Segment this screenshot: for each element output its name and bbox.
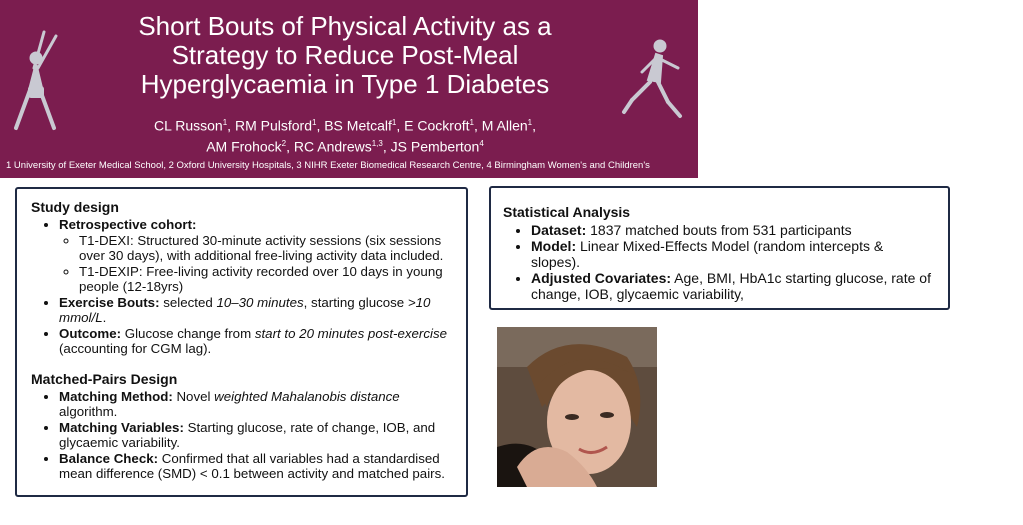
outcome-text: (accounting for CGM lag). (59, 341, 212, 356)
author-affiliation: 1 (311, 118, 317, 127)
list-item (59, 420, 454, 451)
covariates-label: Adjusted Covariates: (531, 270, 672, 286)
list-item (531, 222, 936, 238)
matched-pairs-heading: Matched-Pairs Design (31, 370, 178, 387)
author-affiliation: 1 (527, 118, 533, 127)
affiliations: 1 University of Exeter Medical School, 2 Oxford University Hospitals, 3 NIHR Exeter Biomedical Research Centre, 4 Birmingham Women's and Children's (6, 160, 650, 171)
statistical-analysis-list (503, 222, 936, 302)
study-design-list (31, 217, 454, 357)
outcome-text: Glucose change from (121, 325, 255, 341)
author-list (95, 114, 595, 155)
list-item (531, 270, 936, 302)
author-line-2: AM Frohock$^2$, RC Andrews$^{1,3}$, JS Pemberton$^4$ (206, 138, 484, 155)
author-affiliation: 4 (479, 138, 484, 148)
author-affiliation: 1 (391, 118, 397, 127)
cohort-item: ◦ T1-DEXIP: Free-living activity recorded over 10 days in young people (12-18yrs) (79, 264, 454, 295)
author: RM Pulsford (234, 117, 312, 134)
covariates-text: Age, BMI, HbA1c starting glucose, rate of change, IOB, glycaemic variability, (531, 270, 931, 302)
author: M Allen (481, 117, 528, 134)
study-design-panel (15, 187, 468, 497)
method-text: Novel (172, 388, 215, 404)
model-label: Model: (531, 238, 577, 254)
author: JS Pemberton (390, 138, 480, 155)
list-item (59, 295, 454, 326)
exercise-text: , starting glucose (303, 294, 408, 310)
stretching-figure-icon (6, 28, 62, 133)
author: E Cockroft (404, 117, 470, 134)
author: RC Andrews (293, 138, 372, 155)
study-design-heading: Study design (31, 199, 119, 215)
presenter-photo (497, 327, 657, 487)
running-figure-icon (618, 38, 684, 122)
cohort-list (59, 233, 454, 295)
model-text: Linear Mixed-Effects Model (random intercepts & slopes). (531, 238, 884, 270)
presenter-portrait-image (497, 327, 657, 487)
author: AM Frohock (206, 138, 282, 155)
exercise-glucose: >10 mmol/L (59, 294, 431, 325)
exercise-text: . (102, 310, 107, 325)
exercise-duration: 10–30 minutes (216, 294, 304, 310)
variables-label: Matching Variables: (59, 419, 184, 435)
list-item (59, 217, 454, 295)
outcome-window: start to 20 minutes post-exercise (254, 325, 447, 341)
cohort-item: ◦ T1-DEXI: Structured 30-minute activity sessions (six sessions over 30 days), with additional free-living activity data included. (79, 233, 454, 264)
matched-pairs-list (31, 389, 454, 482)
exercise-label: Exercise Bouts: (59, 294, 160, 310)
cohort-label: Retrospective cohort: (59, 217, 197, 232)
list-item (531, 238, 936, 270)
statistical-analysis-heading: Statistical Analysis (503, 204, 631, 220)
balance-label: Balance Check: (59, 450, 159, 466)
list-item (59, 389, 454, 420)
method-name: weighted Mahalanobis distance (214, 388, 400, 404)
author: CL Russon (153, 117, 223, 134)
method-label: Matching Method: (59, 388, 173, 404)
statistical-analysis-panel (489, 186, 950, 310)
variables-text: Starting glucose, rate of change, IOB, and glycaemic variability. (59, 419, 436, 450)
spacer (31, 357, 454, 371)
author-affiliation: 1 (222, 118, 228, 127)
list-item (59, 451, 454, 482)
author-affiliation: 1,3 (371, 138, 383, 148)
exercise-text: selected (159, 294, 217, 310)
dataset-label: Dataset: (531, 222, 587, 238)
author: BS Metcalf (324, 117, 392, 134)
author-affiliation: 1 (469, 118, 474, 127)
balance-text: Confirmed that all variables had a standardised mean difference (SMD) < 0.1 between activity and matched pairs. (59, 450, 445, 481)
author-affiliation: 2 (281, 138, 287, 148)
poster-title: Short Bouts of Physical Activity as a Strategy to Reduce Post-Meal Hyperglycaemia in Type 1 Diabetes (138, 11, 552, 99)
outcome-label: Outcome: (59, 325, 122, 341)
list-item (59, 326, 454, 357)
dataset-text: 1837 matched bouts from 531 participants (586, 222, 852, 238)
method-text: algorithm. (59, 404, 118, 419)
poster-header (0, 0, 698, 178)
author-line-1: CL Russon$^1$, RM Pulsford$^1$, BS Metcalf$^1$, E Cockroft$^1$, M Allen$^1$, (153, 117, 537, 134)
